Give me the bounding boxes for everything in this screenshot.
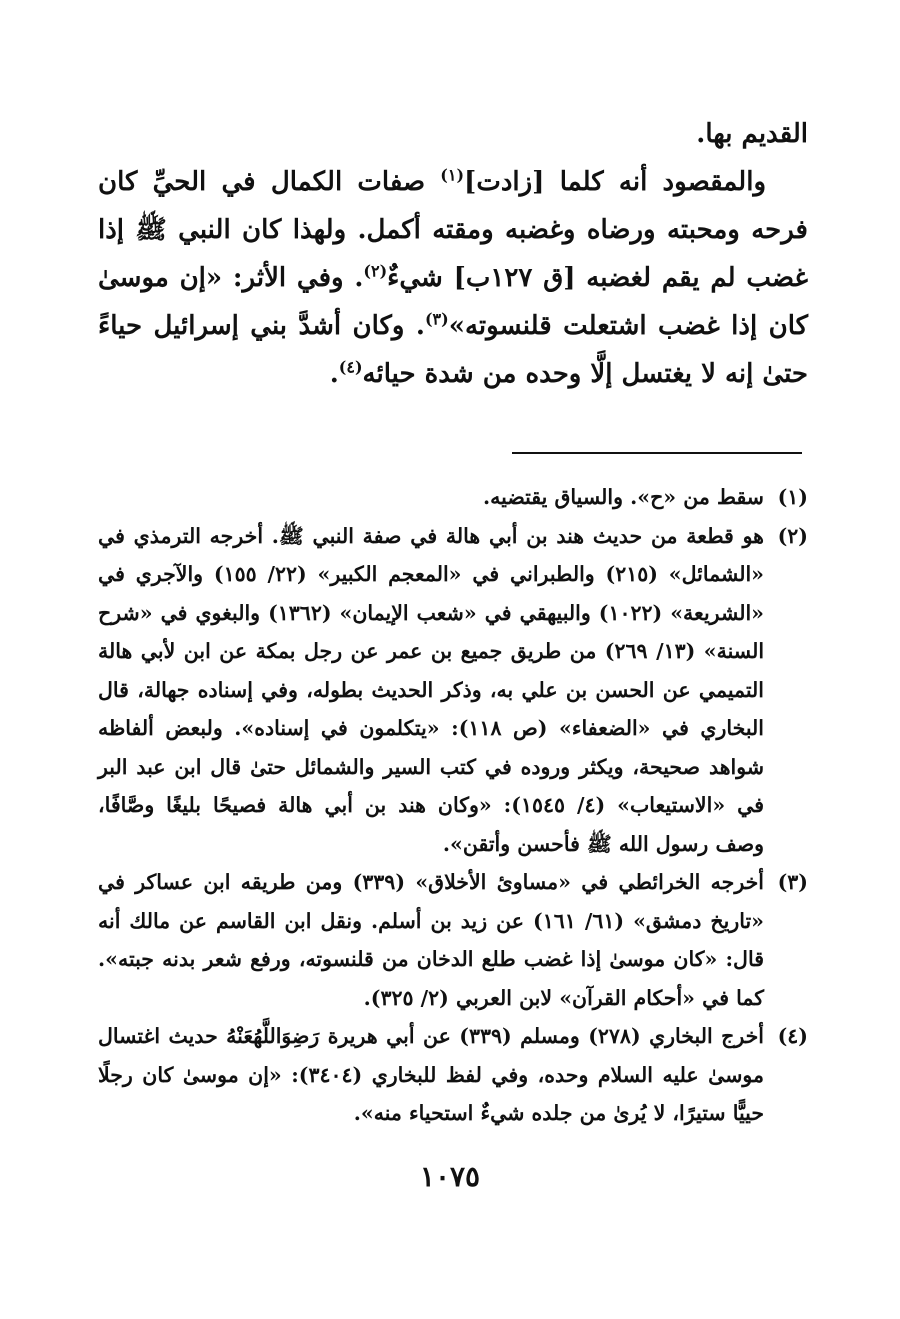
footnote-number: (١) xyxy=(777,485,808,509)
footnote-2 xyxy=(98,517,808,864)
paragraph-2-part-b: صفات الكمال في الحيِّ كان فرحه ومحبته ورضاه وغضبه ومقته أكمل. ولهذا كان النبي ﷺ إذا غضب لم يقم لغضبه [ق ١٢٧ب] شيءٌ xyxy=(98,167,809,293)
paragraph-2 xyxy=(98,158,808,398)
footnote-3 xyxy=(98,863,808,1017)
paragraph-1: القديم بها. xyxy=(696,119,808,149)
paragraph-2-part-e: . xyxy=(329,359,339,389)
footnote-number: (٣) xyxy=(777,870,808,894)
footnote-ref-1: (١) xyxy=(440,165,465,185)
footnote-number: (٢) xyxy=(777,523,808,548)
footnote-text: أخرج البخاري (٢٧٨) ومسلم (٣٣٩) عن أبي هريرة رَضِوَاللَّهُعَنْهُ حديث اغتسال موسىٰ عليه السلام وحده، وفي لفظ للبخاري (٣٤٠٤): «إن موسىٰ كان رجلًا حييًّا ستيرًا، لا يُرىٰ من جلده شيءٌ استحياء منه». xyxy=(98,1024,764,1125)
footnote-text: سقط من «ح». والسياق يقتضيه. xyxy=(483,485,764,509)
page-number: ١٠٧٥ xyxy=(419,1160,481,1193)
paragraph-2-part-d: . وكان أشدَّ بني إسرائيل حياءً حتىٰ إنه لا يغتسل إلَّا وحده من شدة حيائه xyxy=(98,311,808,389)
footnote-1 xyxy=(98,478,808,517)
footnote-text: هو قطعة من حديث هند بن أبي هالة في صفة النبي ﷺ. أخرجه الترمذي في «الشمائل» (٢١٥) والطبراني في «المعجم الكبير» (٢٢/ ١٥٥) والآجري في «الشريعة» (١٠٢٢) والبيهقي في «شعب الإيمان» (١٣٦٢) والبغوي في «شرح السنة» (١٣/ ٢٦٩) من طريق جميع بن عمر عن رجل بمكة عن ابن لأبي هالة التميمي عن الحسن بن علي به، وذكر الحديث بطوله، وفي إسناده جهالة، قال البخاري في «الضعفاء» (ص ١١٨): «يتكلمون في إسناده». ولبعض ألفاظه شواهد صحيحة، ويكثر وروده في كتب السير والشمائل حتىٰ قال ابن عبد البر في «الاستيعاب» (٤/ ١٥٤٥): «وكان هند بن أبي هالة فصيحًا بليغًا وصَّافًا، وصف رسول الله ﷺ فأحسن وأتقن». xyxy=(98,523,765,856)
paragraph-2-part-a: والمقصود أنه كلما [زادت] xyxy=(464,167,766,197)
footnotes xyxy=(98,478,808,1133)
footnote-4 xyxy=(98,1017,808,1133)
footnote-divider xyxy=(512,452,802,454)
footnote-ref-3: (٣) xyxy=(424,309,449,329)
main-text-block xyxy=(98,110,808,398)
paragraph-2-part-c: . وفي الأثر: «إن موسىٰ كان إذا غضب اشتعلت قلنسوته» xyxy=(98,263,808,341)
footnote-text: أخرجه الخرائطي في «مساوئ الأخلاق» (٣٣٩) ومن طريقه ابن عساكر في «تاريخ دمشق» (٦١/ ١٦١) عن زيد بن أسلم. ونقل ابن القاسم عن مالك أنه قال: «كان موسىٰ إذا غضب طلع الدخان من قلنسوته، ورفع شعر بدنه جبته». كما في «أحكام القرآن» لابن العربي (٢/ ٣٢٥). xyxy=(98,870,764,1010)
body-text xyxy=(98,110,808,398)
footnote-ref-2: (٢) xyxy=(363,261,388,281)
footnote-ref-4: (٤) xyxy=(338,357,363,377)
footnote-number: (٤) xyxy=(777,1024,808,1048)
